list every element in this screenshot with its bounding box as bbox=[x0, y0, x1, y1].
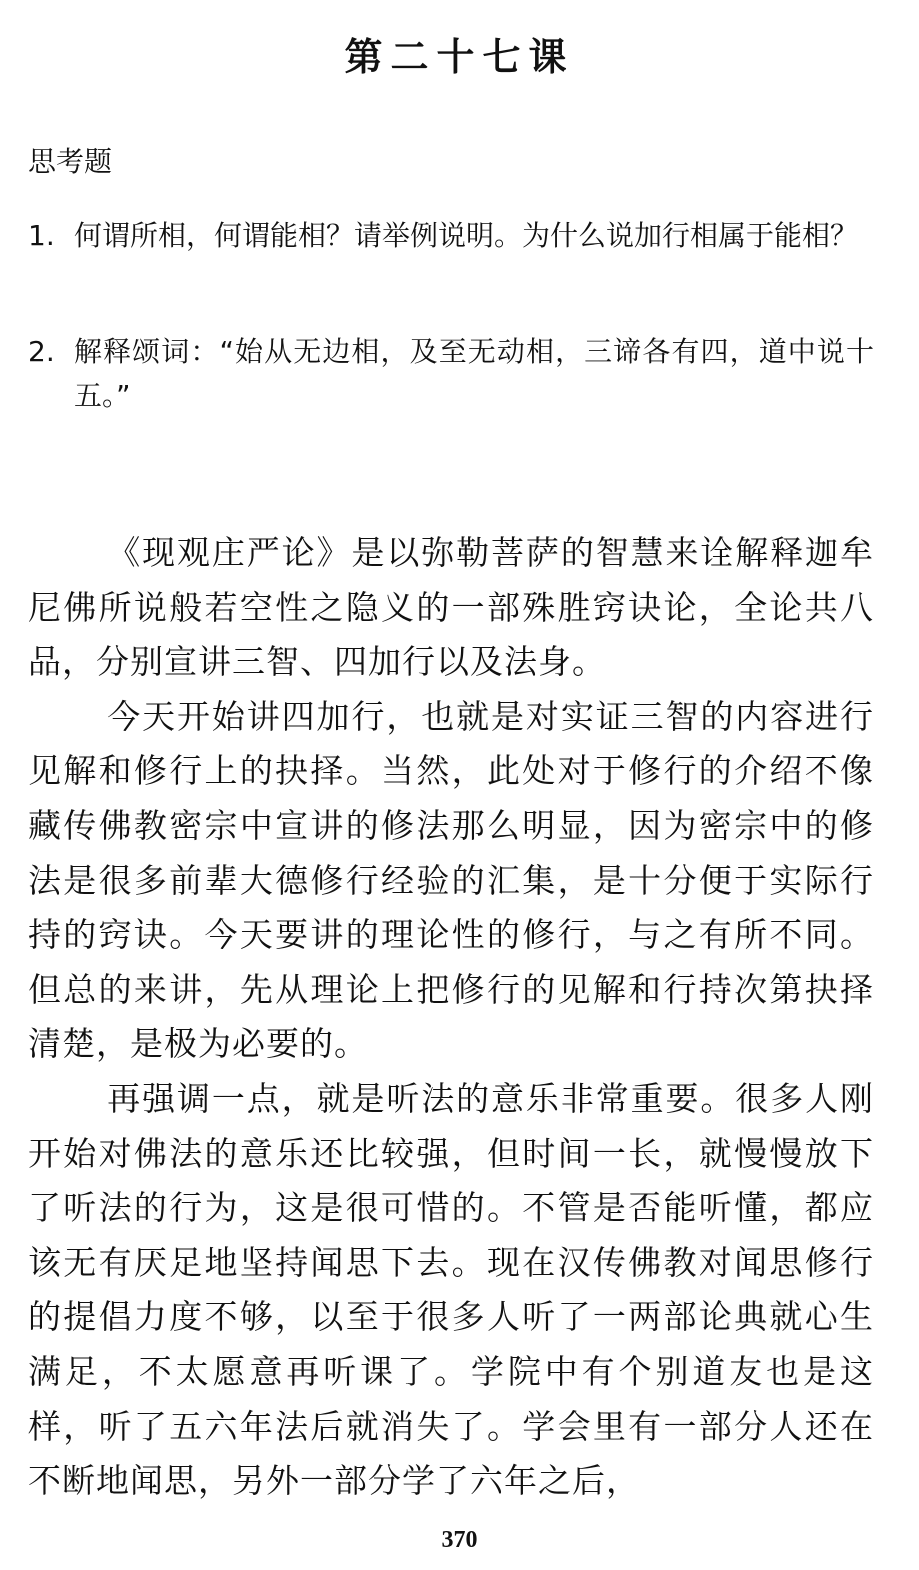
page-number: 370 bbox=[441, 1527, 478, 1553]
question-item bbox=[28, 330, 874, 418]
question-number: 2. bbox=[28, 335, 55, 368]
body-paragraph: 再强调一点，就是听法的意乐非常重要。很多人刚开始对佛法的意乐还比较强，但时间一长，就慢慢放下了听法的行为，这是很可惜的。不管是否能听懂，都应该无有厌足地坚持闻思下去。现在汉传佛教对闻思修行的提倡力度不够，以至于很多人听了一两部论典就心生满足，不太愿意再听课了。学院中有个别道友也是这样，听了五六年法后就消失了。学会里有一部分人还在不断地闻思，另外一部分学了六年之后， bbox=[28, 1078, 874, 1501]
page-title: 第二十七课 bbox=[344, 34, 575, 79]
body-paragraph: 《现观庄严论》是以弥勒菩萨的智慧来诠解释迦牟尼佛所说般若空性之隐义的一部殊胜窍诀论，全论共八品，分别宣讲三智、四加行以及法身。 bbox=[28, 533, 874, 682]
lesson-body bbox=[28, 526, 874, 1509]
question-item bbox=[28, 214, 874, 258]
question-text: 解释颂词：“始从无边相，及至无动相，三谛各有四，道中说十五。” bbox=[74, 335, 874, 412]
questions-heading: 思考题 bbox=[28, 145, 113, 178]
question-text: 何谓所相，何谓能相？请举例说明。为什么说加行相属于能相？ bbox=[74, 219, 859, 252]
question-number: 1. bbox=[28, 219, 55, 252]
body-paragraph: 今天开始讲四加行，也就是对实证三智的内容进行见解和修行上的抉择。当然，此处对于修行的介绍不像藏传佛教密宗中宣讲的修法那么明显，因为密宗中的修法是很多前辈大德修行经验的汇集，是十分便于实际行持的窍诀。今天要讲的理论性的修行，与之有所不同。但总的来讲，先从理论上把修行的见解和行持次第抉择清楚，是极为必要的。 bbox=[28, 696, 874, 1064]
